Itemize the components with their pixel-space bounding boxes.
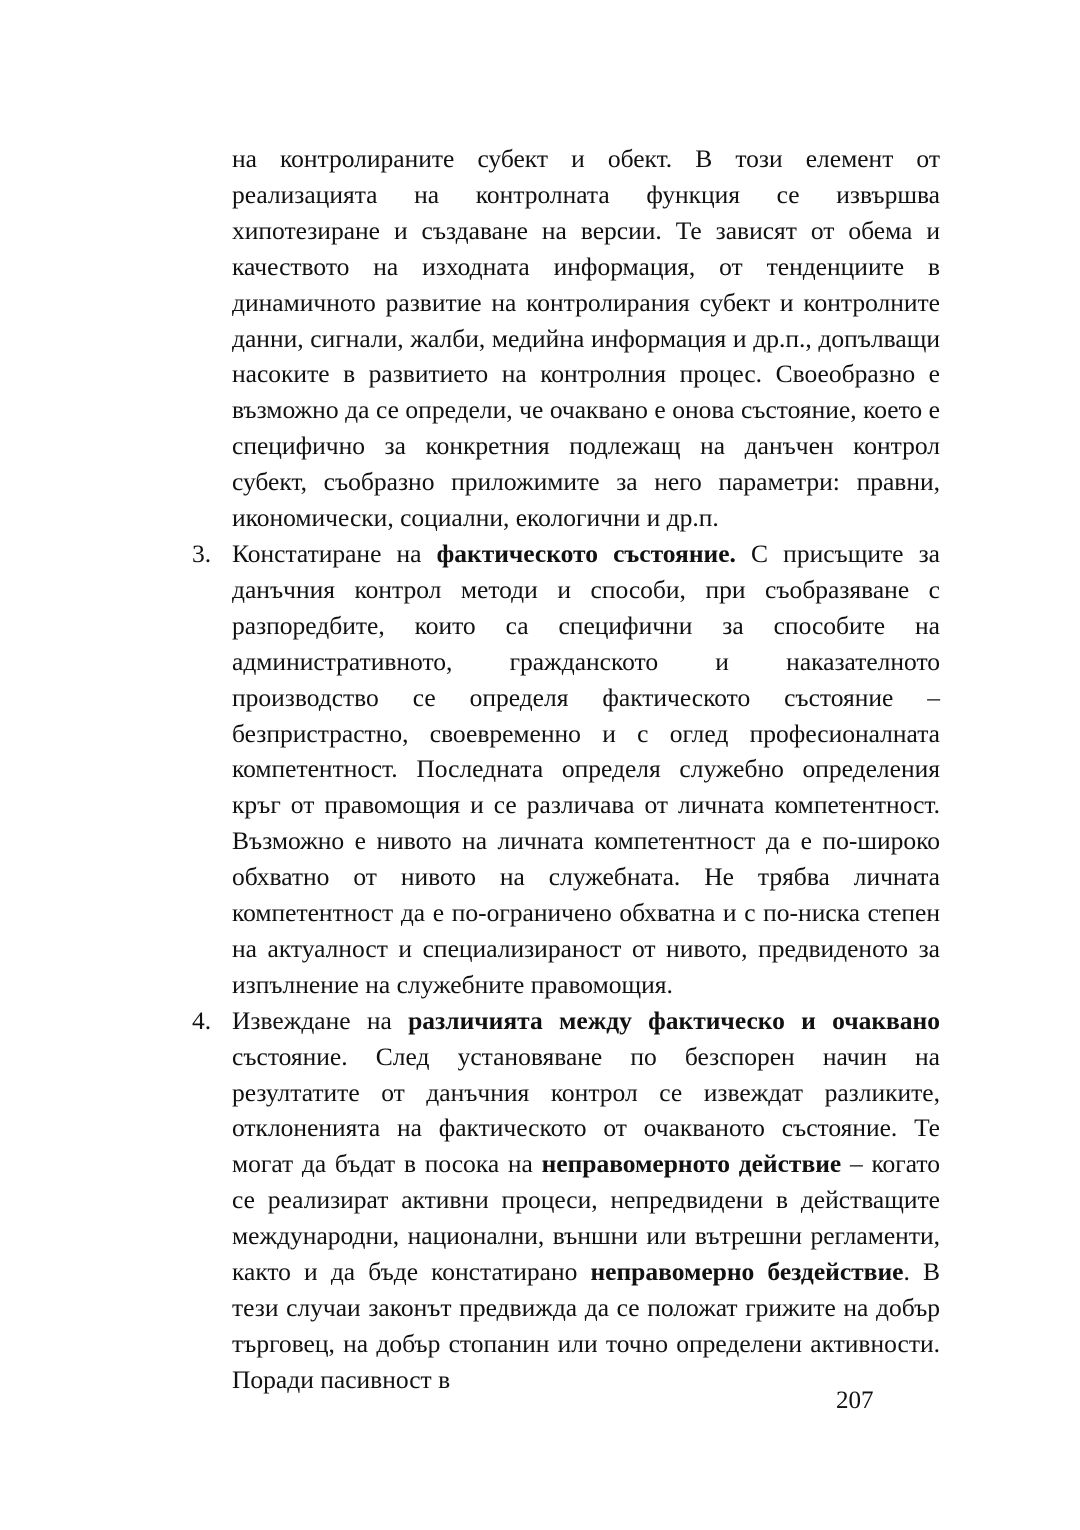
bold-term: различията между фактическо и очаквано bbox=[408, 1005, 940, 1035]
list-item-paragraph bbox=[232, 1003, 940, 1398]
list-item-4 bbox=[192, 1003, 940, 1398]
item-text: . В тези случаи законът предвижда да се положат грижите на добър търговец, на добър стопанин или точно определени активности. Поради пасивност в bbox=[232, 1257, 940, 1394]
bold-term: фактическото състояние. bbox=[436, 538, 736, 568]
item-text: – когато се реализират активни процеси, непредвидени в действащите международни, национални, външни или вътрешни регламенти, както и да бъде констатирано bbox=[232, 1149, 940, 1287]
item-text: състояние. След установяване по безспорен начин на резултатите от данъчния контрол се извеждат разликите, отклоненията на фактическото от очакваното състояние. Те могат да бъдат в посока на bbox=[232, 1041, 940, 1179]
item-lead: Извеждане на bbox=[232, 1005, 409, 1035]
continuation-paragraph: на контролираните субект и обект. В този елемент от реализацията на контролната функция се извършва хипотезиране и създаване на версии. Те зависят от обема и качеството на изходната информация, от тенденциите в динамичното развитие на контролирания субект и контролните данни, сигнали, жалби, медийна информация и др.п., допълващи насоките в развитието на контролния процес. Своеобразно е възможно да се определи, че очаквано е онова състояние, което е специфично за конкретния подлежащ на данъчен контрол субект, съобразно приложимите за него параметри: правни, икономически, социални, екологични и др.п. bbox=[232, 144, 940, 533]
item-lead: Констатиране на bbox=[232, 538, 437, 568]
list-item-number: 4. bbox=[192, 1005, 212, 1035]
bold-term: неправомерно бездействие bbox=[590, 1257, 904, 1287]
body-text bbox=[192, 141, 940, 1398]
bold-term: неправомерното действие bbox=[541, 1149, 842, 1179]
list-item-number: 3. bbox=[192, 538, 212, 568]
list-item-paragraph bbox=[232, 536, 940, 1003]
list-item-3 bbox=[192, 536, 940, 1003]
item-text: С присъщите за данъчния контрол методи и способи, при съобразяване с разпоредбите, които са специфични за способите на административното, гражданското и наказателното производство се определя фактическото състояние – безпристрастно, своевременно и с оглед професионалната компетентност. Последната определя служебно определения кръг от правомощия и се различава от личната компетентност. Възможно е нивото на личната компетентност да е по-широко обхватно от нивото на служебната. Не трябва личната компетентност да е по-ограничено обхватна и с по-ниска степен на актуалност и специализираност от нивото, предвиденото за изпълнение на служебните правомощия. bbox=[232, 538, 940, 999]
page-number: 207 bbox=[836, 1387, 874, 1414]
